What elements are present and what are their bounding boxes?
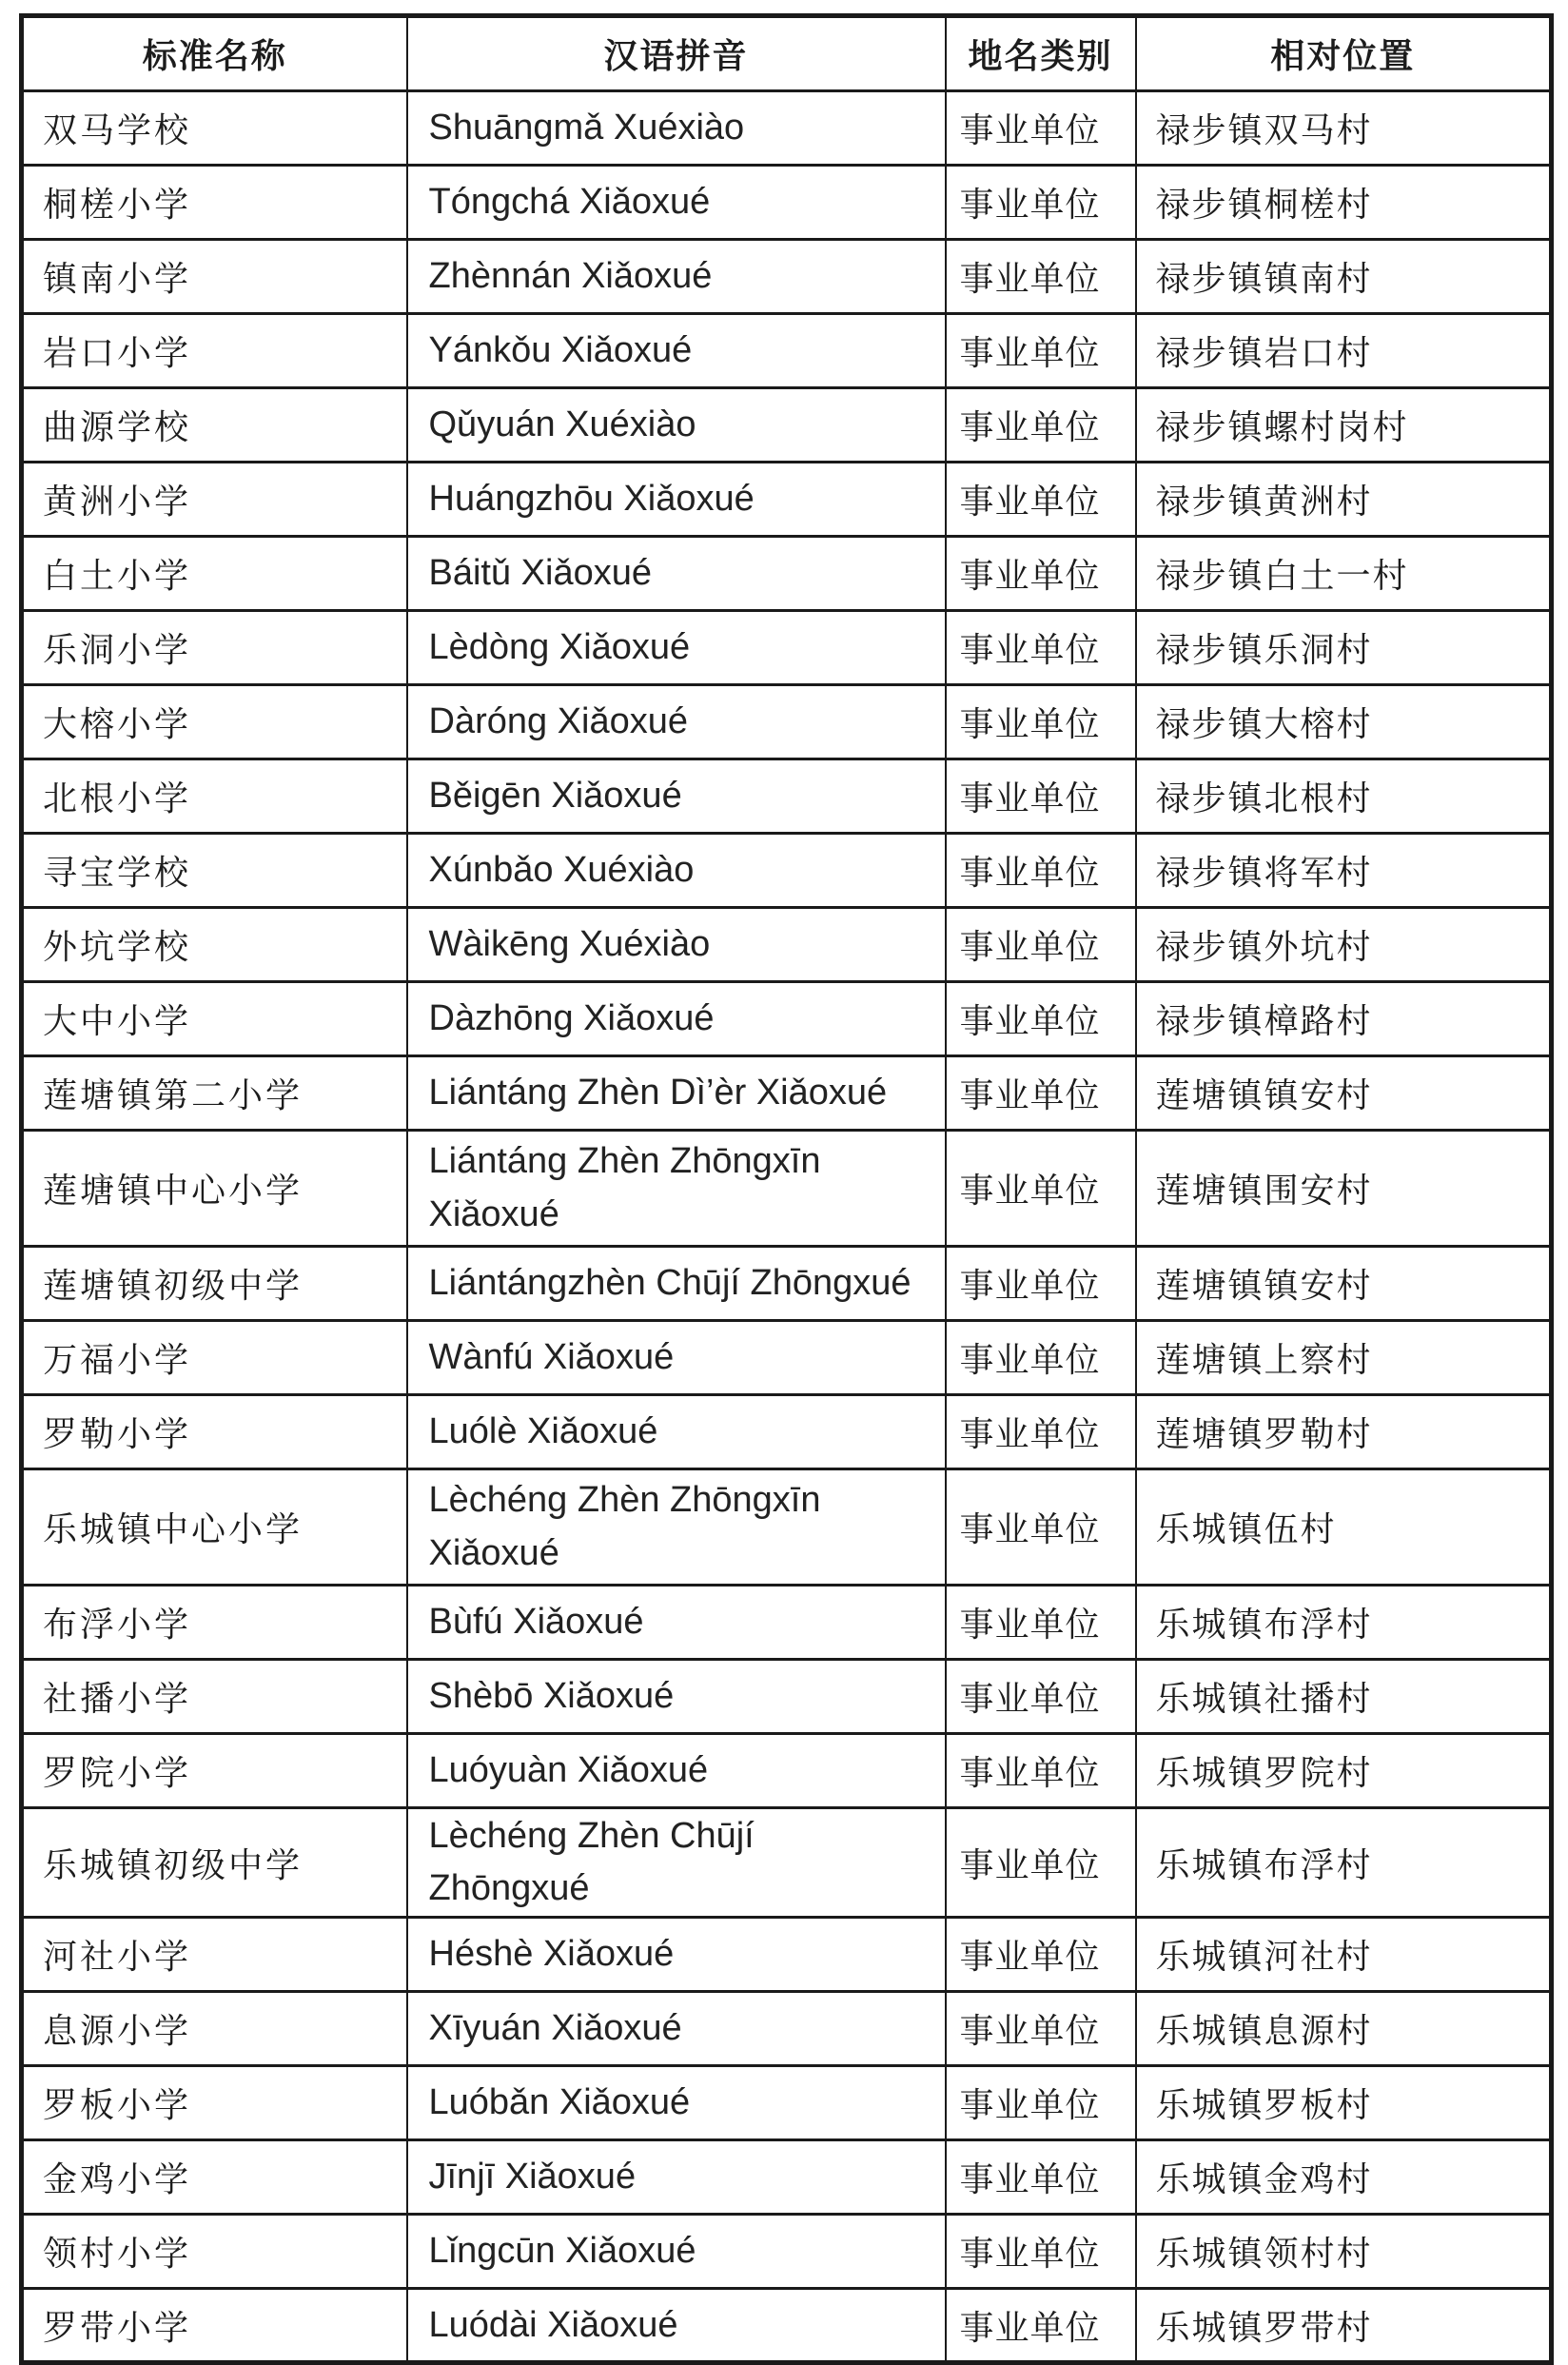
category-cell: 事业单位 xyxy=(946,2289,1136,2363)
location-cell: 乐城镇罗板村 xyxy=(1136,2066,1552,2140)
standard-name-cell: 双马学校 xyxy=(22,91,407,166)
category-cell: 事业单位 xyxy=(946,2066,1136,2140)
category-cell: 事业单位 xyxy=(946,982,1136,1056)
location-cell: 禄步镇螺村岗村 xyxy=(1136,388,1552,463)
table-row xyxy=(22,685,1552,759)
pinyin-cell: Lǐngcūn Xiǎoxué xyxy=(407,2215,946,2289)
standard-name-cell: 乐城镇初级中学 xyxy=(22,1808,407,1918)
category-cell: 事业单位 xyxy=(946,388,1136,463)
pinyin-cell: Shuāngmǎ Xuéxiào xyxy=(407,91,946,166)
standard-name-cell: 罗勒小学 xyxy=(22,1395,407,1469)
category-cell: 事业单位 xyxy=(946,1586,1136,1660)
category-cell: 事业单位 xyxy=(946,1808,1136,1918)
pinyin-cell: Luódài Xiǎoxué xyxy=(407,2289,946,2363)
table-row xyxy=(22,1056,1552,1131)
location-cell: 乐城镇金鸡村 xyxy=(1136,2140,1552,2215)
location-cell: 莲塘镇镇安村 xyxy=(1136,1056,1552,1131)
standard-name-cell: 曲源学校 xyxy=(22,388,407,463)
header-row xyxy=(22,16,1552,91)
category-cell: 事业单位 xyxy=(946,1247,1136,1321)
category-cell: 事业单位 xyxy=(946,1660,1136,1734)
category-cell: 事业单位 xyxy=(946,463,1136,537)
pinyin-cell: Liántáng Zhèn Dì’èr Xiǎoxué xyxy=(407,1056,946,1131)
table-row xyxy=(22,166,1552,240)
table-row xyxy=(22,1660,1552,1734)
standard-name-cell: 大中小学 xyxy=(22,982,407,1056)
location-cell: 乐城镇布浮村 xyxy=(1136,1808,1552,1918)
pinyin-cell: Bùfú Xiǎoxué xyxy=(407,1586,946,1660)
standard-name-cell: 大榕小学 xyxy=(22,685,407,759)
table-row xyxy=(22,1131,1552,1247)
category-cell: 事业单位 xyxy=(946,1056,1136,1131)
table-row xyxy=(22,834,1552,908)
table-row xyxy=(22,2289,1552,2363)
category-cell: 事业单位 xyxy=(946,908,1136,982)
location-cell: 乐城镇领村村 xyxy=(1136,2215,1552,2289)
standard-name-cell: 领村小学 xyxy=(22,2215,407,2289)
pinyin-cell: Luólè Xiǎoxué xyxy=(407,1395,946,1469)
location-cell: 禄步镇岩口村 xyxy=(1136,314,1552,388)
category-cell: 事业单位 xyxy=(946,240,1136,314)
table-row xyxy=(22,1395,1552,1469)
standard-name-cell: 罗院小学 xyxy=(22,1734,407,1808)
pinyin-cell: Liántángzhèn Chūjí Zhōngxué xyxy=(407,1247,946,1321)
pinyin-cell: Héshè Xiǎoxué xyxy=(407,1918,946,1992)
table-row xyxy=(22,759,1552,834)
location-cell: 莲塘镇罗勒村 xyxy=(1136,1395,1552,1469)
column-header-category: 地名类别 xyxy=(946,16,1136,91)
location-cell: 禄步镇白土一村 xyxy=(1136,537,1552,611)
table-row xyxy=(22,2140,1552,2215)
location-cell: 乐城镇息源村 xyxy=(1136,1992,1552,2066)
pinyin-cell: Lèchéng Zhèn Zhōngxīn Xiǎoxué xyxy=(407,1469,946,1586)
pinyin-cell: Xīyuán Xiǎoxué xyxy=(407,1992,946,2066)
standard-name-cell: 岩口小学 xyxy=(22,314,407,388)
table-row xyxy=(22,1918,1552,1992)
standard-name-cell: 镇南小学 xyxy=(22,240,407,314)
table-row xyxy=(22,982,1552,1056)
category-cell: 事业单位 xyxy=(946,1395,1136,1469)
standard-name-cell: 桐槎小学 xyxy=(22,166,407,240)
table-row xyxy=(22,1734,1552,1808)
category-cell: 事业单位 xyxy=(946,91,1136,166)
table-row xyxy=(22,2066,1552,2140)
location-cell: 乐城镇河社村 xyxy=(1136,1918,1552,1992)
pinyin-cell: Luóyuàn Xiǎoxué xyxy=(407,1734,946,1808)
table-row xyxy=(22,1586,1552,1660)
table-row xyxy=(22,463,1552,537)
pinyin-cell: Zhènnán Xiǎoxué xyxy=(407,240,946,314)
pinyin-cell: Luóbǎn Xiǎoxué xyxy=(407,2066,946,2140)
location-cell: 莲塘镇上察村 xyxy=(1136,1321,1552,1395)
location-cell: 禄步镇外坑村 xyxy=(1136,908,1552,982)
category-cell: 事业单位 xyxy=(946,759,1136,834)
location-cell: 禄步镇将军村 xyxy=(1136,834,1552,908)
location-cell: 乐城镇布浮村 xyxy=(1136,1586,1552,1660)
category-cell: 事业单位 xyxy=(946,611,1136,685)
table-body xyxy=(22,91,1552,2363)
table-row xyxy=(22,91,1552,166)
table-row xyxy=(22,1992,1552,2066)
table-row xyxy=(22,1808,1552,1918)
location-cell: 禄步镇北根村 xyxy=(1136,759,1552,834)
standard-name-cell: 河社小学 xyxy=(22,1918,407,1992)
standard-name-cell: 社播小学 xyxy=(22,1660,407,1734)
category-cell: 事业单位 xyxy=(946,2140,1136,2215)
standard-name-cell: 罗带小学 xyxy=(22,2289,407,2363)
standard-name-cell: 寻宝学校 xyxy=(22,834,407,908)
place-names-table xyxy=(19,13,1554,2365)
standard-name-cell: 罗板小学 xyxy=(22,2066,407,2140)
standard-name-cell: 布浮小学 xyxy=(22,1586,407,1660)
table-header xyxy=(22,16,1552,91)
standard-name-cell: 莲塘镇初级中学 xyxy=(22,1247,407,1321)
location-cell: 禄步镇乐洞村 xyxy=(1136,611,1552,685)
pinyin-cell: Liántáng Zhèn Zhōngxīn Xiǎoxué xyxy=(407,1131,946,1247)
standard-name-cell: 白土小学 xyxy=(22,537,407,611)
table-row xyxy=(22,1247,1552,1321)
category-cell: 事业单位 xyxy=(946,537,1136,611)
location-cell: 禄步镇樟路村 xyxy=(1136,982,1552,1056)
standard-name-cell: 乐洞小学 xyxy=(22,611,407,685)
pinyin-cell: Qǔyuán Xuéxiào xyxy=(407,388,946,463)
location-cell: 莲塘镇镇安村 xyxy=(1136,1247,1552,1321)
pinyin-cell: Wànfú Xiǎoxué xyxy=(407,1321,946,1395)
column-header-standard-name: 标准名称 xyxy=(22,16,407,91)
standard-name-cell: 息源小学 xyxy=(22,1992,407,2066)
standard-name-cell: 乐城镇中心小学 xyxy=(22,1469,407,1586)
table-row xyxy=(22,1321,1552,1395)
pinyin-cell: Yánkǒu Xiǎoxué xyxy=(407,314,946,388)
location-cell: 乐城镇伍村 xyxy=(1136,1469,1552,1586)
category-cell: 事业单位 xyxy=(946,1992,1136,2066)
pinyin-cell: Huángzhōu Xiǎoxué xyxy=(407,463,946,537)
pinyin-cell: Shèbō Xiǎoxué xyxy=(407,1660,946,1734)
category-cell: 事业单位 xyxy=(946,1131,1136,1247)
pinyin-cell: Xúnbǎo Xuéxiào xyxy=(407,834,946,908)
table-row xyxy=(22,240,1552,314)
pinyin-cell: Lèdòng Xiǎoxué xyxy=(407,611,946,685)
standard-name-cell: 外坑学校 xyxy=(22,908,407,982)
pinyin-cell: Wàikēng Xuéxiào xyxy=(407,908,946,982)
table-row xyxy=(22,314,1552,388)
category-cell: 事业单位 xyxy=(946,166,1136,240)
table-row xyxy=(22,388,1552,463)
pinyin-cell: Dàzhōng Xiǎoxué xyxy=(407,982,946,1056)
table-row xyxy=(22,537,1552,611)
table-row xyxy=(22,2215,1552,2289)
pinyin-cell: Báitǔ Xiǎoxué xyxy=(407,537,946,611)
location-cell: 乐城镇罗院村 xyxy=(1136,1734,1552,1808)
table-row xyxy=(22,611,1552,685)
standard-name-cell: 北根小学 xyxy=(22,759,407,834)
category-cell: 事业单位 xyxy=(946,1734,1136,1808)
pinyin-cell: Jīnjī Xiǎoxué xyxy=(407,2140,946,2215)
location-cell: 乐城镇社播村 xyxy=(1136,1660,1552,1734)
pinyin-cell: Běigēn Xiǎoxué xyxy=(407,759,946,834)
table-row xyxy=(22,908,1552,982)
category-cell: 事业单位 xyxy=(946,685,1136,759)
category-cell: 事业单位 xyxy=(946,1469,1136,1586)
location-cell: 禄步镇黄洲村 xyxy=(1136,463,1552,537)
location-cell: 禄步镇双马村 xyxy=(1136,91,1552,166)
standard-name-cell: 万福小学 xyxy=(22,1321,407,1395)
category-cell: 事业单位 xyxy=(946,1321,1136,1395)
category-cell: 事业单位 xyxy=(946,2215,1136,2289)
column-header-pinyin: 汉语拼音 xyxy=(407,16,946,91)
pinyin-cell: Tóngchá Xiǎoxué xyxy=(407,166,946,240)
location-cell: 禄步镇镇南村 xyxy=(1136,240,1552,314)
category-cell: 事业单位 xyxy=(946,1918,1136,1992)
standard-name-cell: 莲塘镇第二小学 xyxy=(22,1056,407,1131)
category-cell: 事业单位 xyxy=(946,834,1136,908)
column-header-location: 相对位置 xyxy=(1136,16,1552,91)
location-cell: 禄步镇大榕村 xyxy=(1136,685,1552,759)
category-cell: 事业单位 xyxy=(946,314,1136,388)
location-cell: 乐城镇罗带村 xyxy=(1136,2289,1552,2363)
standard-name-cell: 莲塘镇中心小学 xyxy=(22,1131,407,1247)
pinyin-cell: Dàróng Xiǎoxué xyxy=(407,685,946,759)
location-cell: 禄步镇桐槎村 xyxy=(1136,166,1552,240)
location-cell: 莲塘镇围安村 xyxy=(1136,1131,1552,1247)
table-row xyxy=(22,1469,1552,1586)
standard-name-cell: 金鸡小学 xyxy=(22,2140,407,2215)
standard-name-cell: 黄洲小学 xyxy=(22,463,407,537)
pinyin-cell: Lèchéng Zhèn Chūjí Zhōngxué xyxy=(407,1808,946,1918)
